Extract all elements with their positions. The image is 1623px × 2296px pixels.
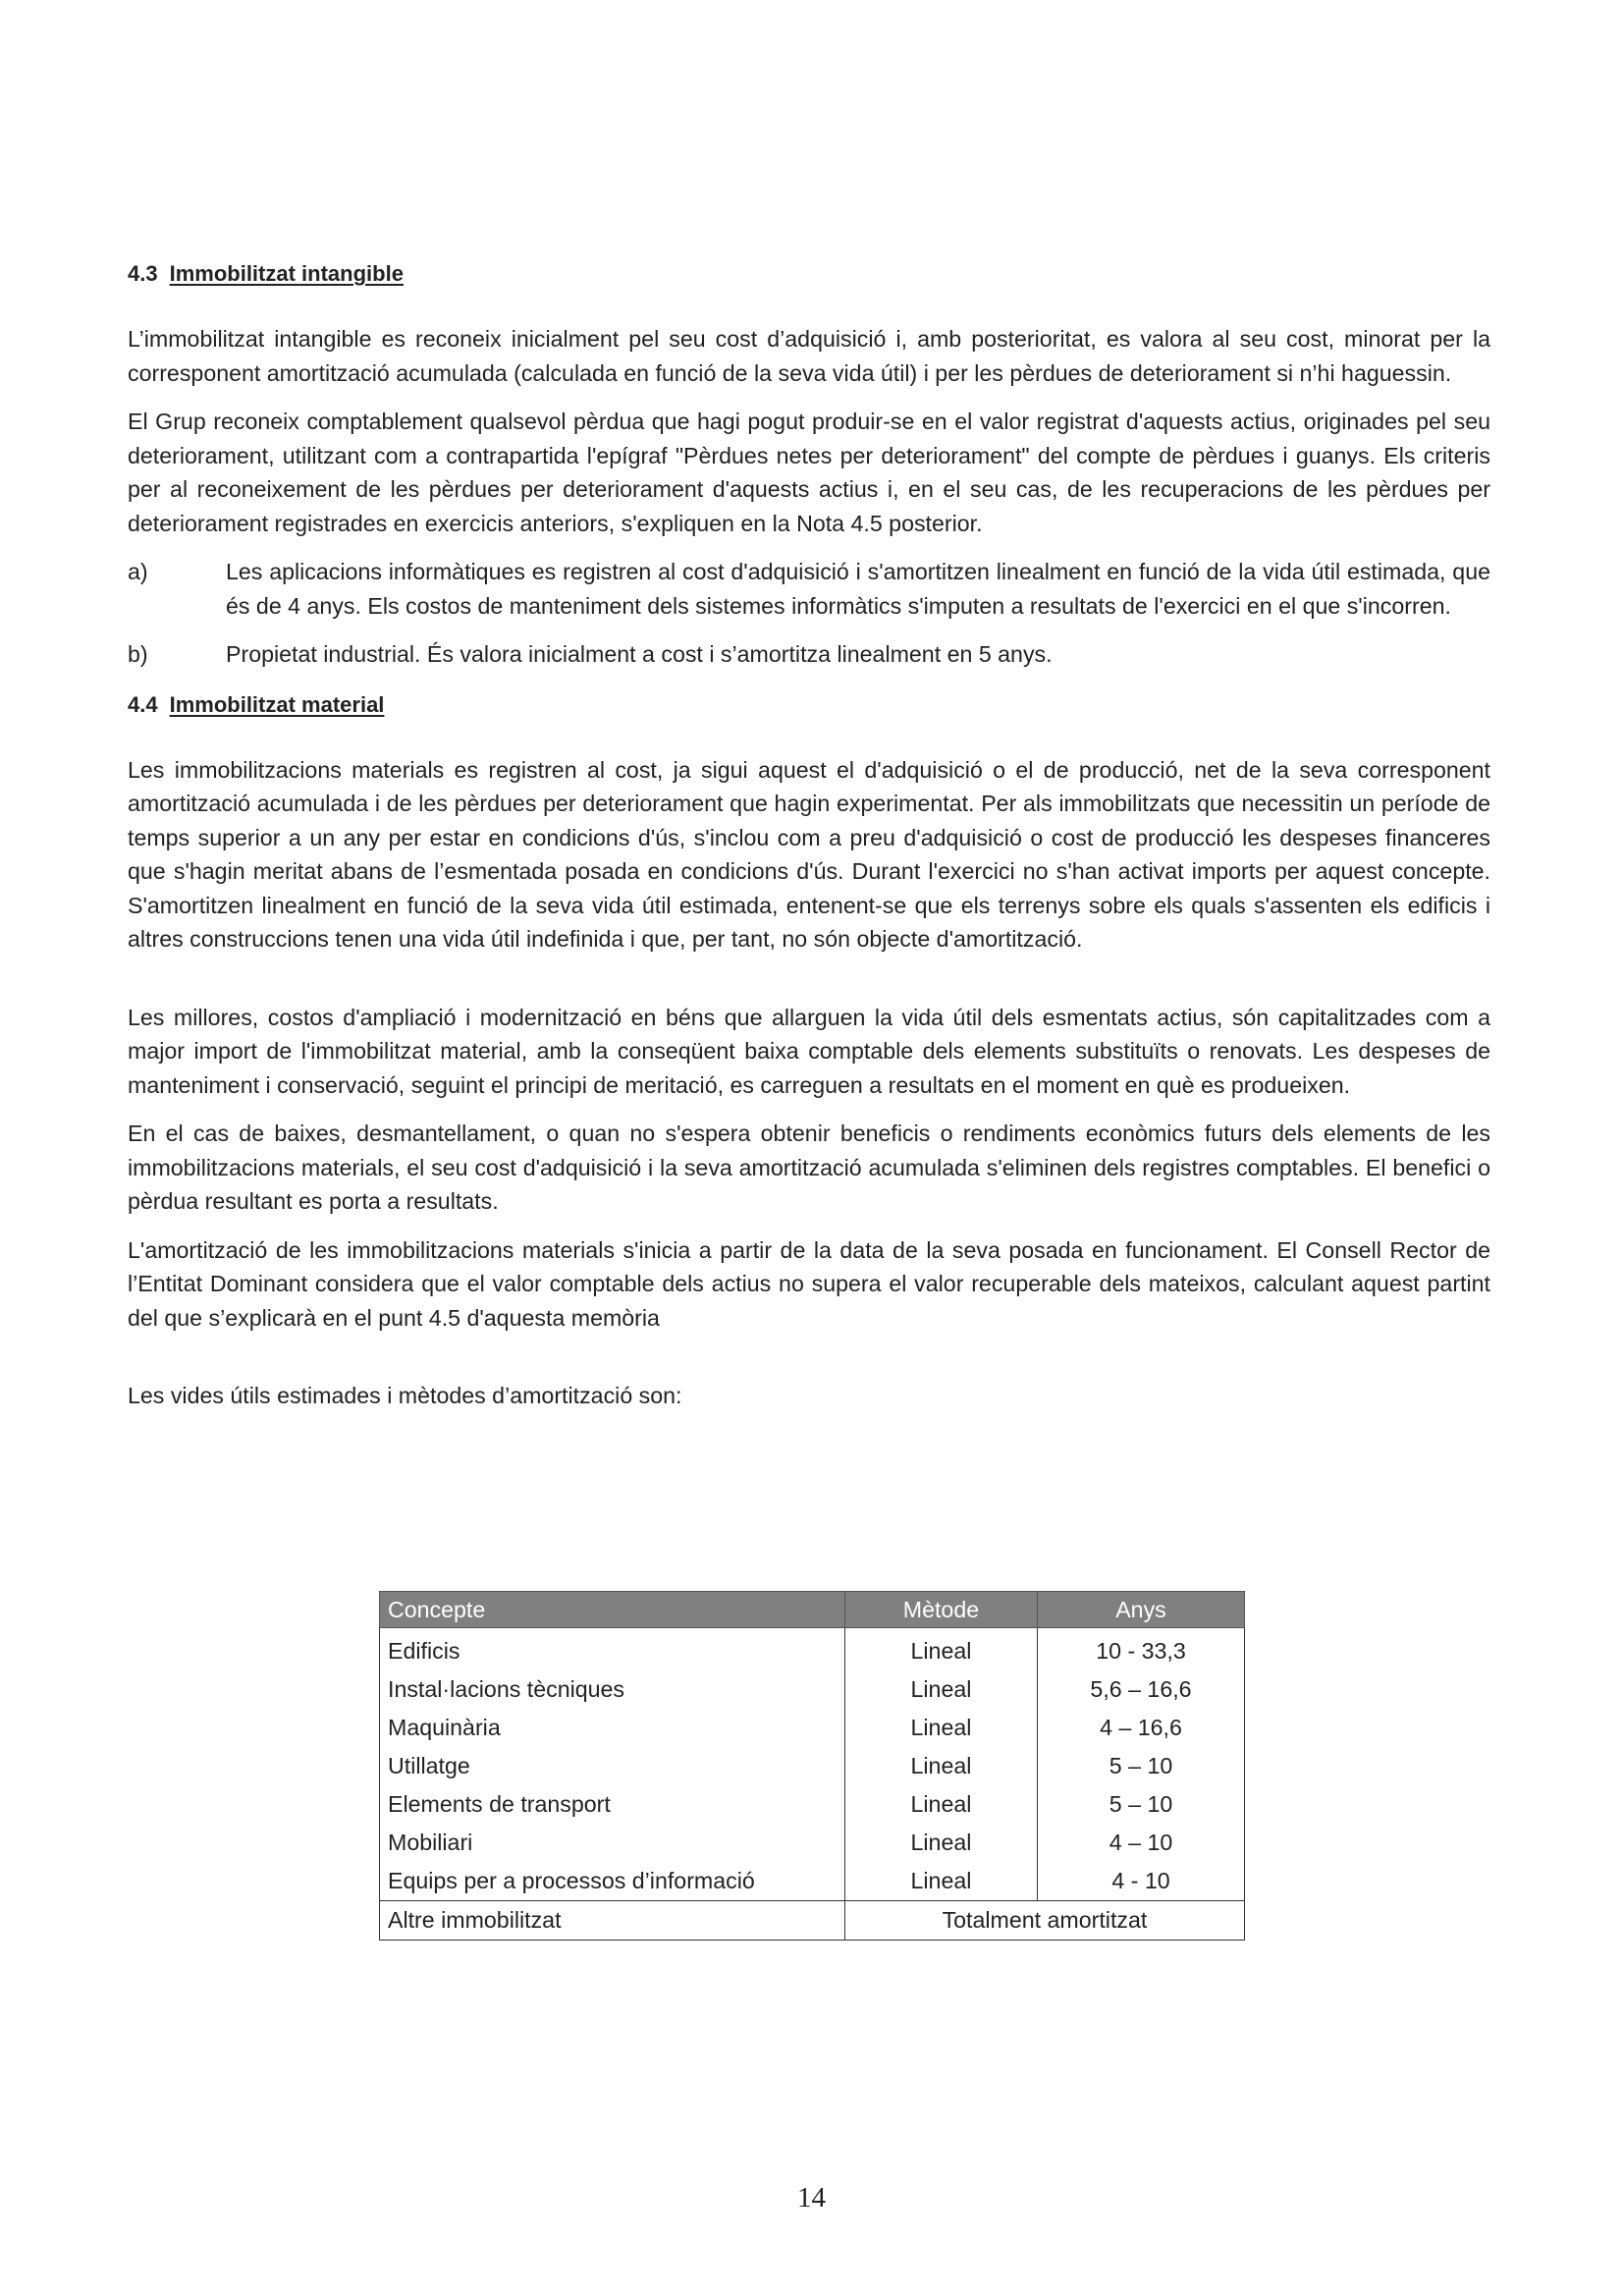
cell-metode: Lineal [844, 1670, 1037, 1709]
cell-metode: Lineal [844, 1862, 1037, 1901]
useful-lives-table [379, 1591, 1245, 1941]
paragraph: Les vides útils estimades i mètodes d’amortització son: [128, 1383, 682, 1408]
cell-metode-anys-merged: Totalment amortitzat [844, 1901, 1244, 1941]
list-item-label: b) [128, 641, 148, 667]
paragraph: Les immobilitzacions materials es registren al cost, ja sigui aquest el d'adquisició o el de producció, net de la seva corresponent amortització acumulada i de les pèrdues per deteriorament que hagin experimentat. Per als immobilitzats que necessitin un període de temps superior a un any per estar en condicions d'ús, s'inclou com a preu d'adquisició o cost de producció les despeses financeres que s'hagin meritat abans de l’esmentada posada en condicions d'ús. Durant l'exercici no s'han activat imports per aquest concepte. S'amortitzen linealment en funció de la seva vida útil estimada, entenent-se que els terrenys sobre els quals s'assenten els edificis i altres construccions tenen una vida útil indefinida i que, per tant, no són objecte d'amortització. [128, 756, 1490, 952]
cell-metode: Lineal [844, 1785, 1037, 1824]
list-item-text: Les aplicacions informàtiques es registren al cost d'adquisició i s'amortitzen linealment en funció de la vida útil estimada, que és de 4 anys. Els costos de manteniment dels sistemes informàtics s'imputen a resultats de l'exercici en el que s'incorren. [226, 559, 1490, 619]
cell-anys: 5 – 10 [1038, 1747, 1245, 1785]
table-row [380, 1901, 1245, 1941]
cell-metode: Lineal [844, 1628, 1037, 1671]
section-number: 4.4 [128, 691, 158, 717]
section-title: Immobilitzat intangible [169, 261, 404, 286]
cell-metode: Lineal [844, 1824, 1037, 1862]
paragraph: En el cas de baixes, desmantellament, o quan no s'espera obtenir beneficis o rendiments econòmics futurs dels elements de les immobilitzacions materials, el seu cost d'adquisició i la seva amortització acumulada s'eliminen dels registres comptables. El benefici o pèrdua resultant es porta a resultats. [128, 1121, 1490, 1214]
table-header-row [380, 1592, 1245, 1628]
cell-anys: 4 - 10 [1038, 1862, 1245, 1901]
list-item [128, 555, 1490, 623]
cell-concepte: Maquinària [380, 1709, 845, 1747]
section-heading-4-3 [128, 257, 1490, 291]
paragraph: El Grup reconeix comptablement qualsevol pèrdua que hagi pogut produir-se en el valor registrat d'aquests actius, originades pel seu deteriorament, utilitzant com a contrapartida l'epígraf "Pèrdues netes per deteriorament" del compte de pèrdues i guanys. Els criteris per al reconeixement de les pèrdues per deteriorament d'aquests actius i, en el seu cas, de les recuperacions de les pèrdues per deteriorament registrades en exercicis anteriors, s'expliquen en la Nota 4.5 posterior. [128, 409, 1490, 536]
cell-anys: 5 – 10 [1038, 1785, 1245, 1824]
cell-anys: 4 – 10 [1038, 1824, 1245, 1862]
cell-concepte: Elements de transport [380, 1785, 845, 1824]
table-row [380, 1709, 1245, 1747]
cell-concepte: Utillatge [380, 1747, 845, 1785]
page-content [128, 257, 1490, 1413]
table-row [380, 1670, 1245, 1709]
list-item-text: Propietat industrial. És valora inicialment a cost i s’amortitza linealment en 5 anys. [226, 641, 1053, 667]
section-title: Immobilitzat material [169, 691, 385, 717]
section-heading-4-4 [128, 688, 1490, 722]
paragraph: L’immobilitzat intangible es reconeix inicialment pel seu cost d’adquisició i, amb posterioritat, es valora al seu cost, minorat per la corresponent amortització acumulada (calculada en funció de la seva vida útil) i per les pèrdues de deteriorament si n’hi haguessin. [128, 326, 1490, 386]
cell-metode: Lineal [844, 1709, 1037, 1747]
cell-metode: Lineal [844, 1747, 1037, 1785]
section-number: 4.3 [128, 261, 158, 286]
table-row [380, 1862, 1245, 1901]
header-metode: Mètode [844, 1592, 1037, 1628]
cell-anys: 5,6 – 16,6 [1038, 1670, 1245, 1709]
table-row [380, 1747, 1245, 1785]
cell-concepte: Mobiliari [380, 1824, 845, 1862]
header-anys: Anys [1038, 1592, 1245, 1628]
cell-concepte: Equips per a processos d’informació [380, 1862, 845, 1901]
cell-concepte: Instal·lacions tècniques [380, 1670, 845, 1709]
cell-concepte: Altre immobilitzat [380, 1901, 845, 1941]
list-item-label: a) [128, 559, 148, 584]
table-row [380, 1824, 1245, 1862]
list-item [128, 637, 1490, 672]
table-row [380, 1628, 1245, 1671]
paragraph: Les millores, costos d'ampliació i modernització en béns que allarguen la vida útil dels esmentats actius, són capitalitzades com a major import de l'immobilitzat material, amb la conseqüent baixa comptable dels elements substituïts o renovats. Les despeses de manteniment i conservació, seguint el principi de meritació, es carreguen a resultats en el moment en què es produeixen. [128, 1004, 1490, 1098]
header-concepte: Concepte [380, 1592, 845, 1628]
cell-anys: 4 – 16,6 [1038, 1709, 1245, 1747]
cell-concepte: Edificis [380, 1628, 845, 1671]
cell-anys: 10 - 33,3 [1038, 1628, 1245, 1671]
table-row [380, 1785, 1245, 1824]
page-number: 14 [797, 2182, 826, 2214]
paragraph: L'amortització de les immobilitzacions materials s'inicia a partir de la data de la seva posada en funcionament. El Consell Rector de l’Entitat Dominant considera que el valor comptable dels actius no supera el valor recuperable dels mateixos, calculant aquest partint del que s’explicarà en el punt 4.5 d'aquesta memòria [128, 1236, 1490, 1331]
